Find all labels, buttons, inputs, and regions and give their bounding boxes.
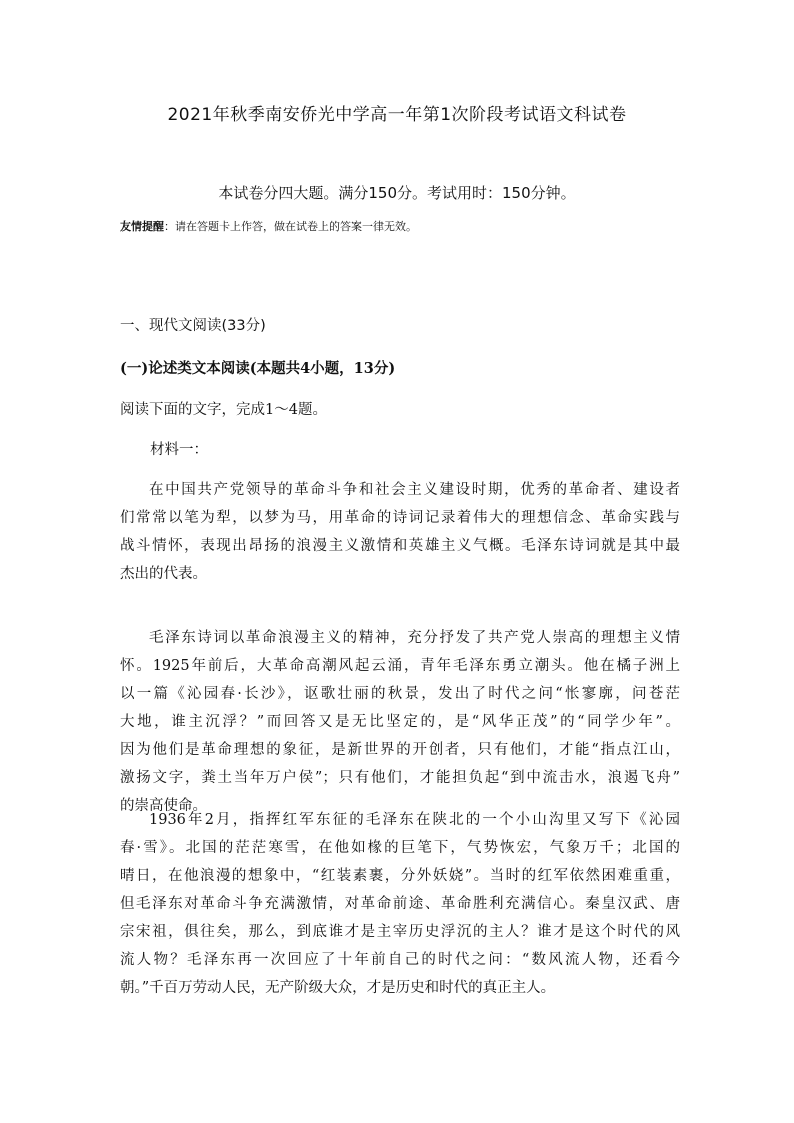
exam-info: 本试卷分四大题。满分150分。考试用时：150分钟。	[218, 184, 576, 202]
subsection-heading: (一)论述类文本阅读(本题共4小题，13分)	[120, 360, 396, 377]
paragraph-line: 在中国共产党领导的革命斗争和社会主义建设时期，优秀的革命者、建设者	[149, 482, 680, 498]
material-label: 材料一：	[150, 442, 208, 458]
section-heading: 一、现代文阅读(33分)	[120, 318, 266, 334]
notice-text: ：请在答题卡上作答，做在试卷上的答案一律无效。	[164, 220, 417, 233]
paragraph-line: 晴日，在他浪漫的想象中，“红装素裹，分外妖娆”。当时的红军依然困难重重，	[120, 868, 680, 884]
paragraph-line: 朝。”千百万劳动人民，无产阶级大众，才是历史和时代的真正主人。	[120, 980, 556, 996]
paragraph-line: 以一篇《沁园春·长沙》，讴歌壮丽的秋景，发出了时代之问“怅寥廓，问苍茫	[120, 686, 680, 702]
paragraph-line: 们常常以笔为犁，以梦为马，用革命的诗词记录着伟大的理想信念、革命实践与	[120, 510, 680, 526]
paragraph-line: 怀。1925年前后，大革命高潮风起云涌，青年毛泽东勇立潮头。他在橘子洲上	[120, 658, 680, 674]
paragraph-line: 1936年2月，指挥红军东征的毛泽东在陕北的一个小山沟里又写下《沁园	[149, 812, 680, 828]
paragraph-line: 战斗情怀，表现出昂扬的浪漫主义激情和英雄主义气概。毛泽东诗词就是其中最	[120, 538, 680, 554]
paragraph-line: 但毛泽东对革命斗争充满激情，对革命前途、革命胜利充满信心。秦皇汉武、唐	[120, 896, 680, 912]
paragraph-line: 毛泽东诗词以革命浪漫主义的精神，充分抒发了共产党人崇高的理想主义情	[149, 630, 680, 646]
paragraph-1	[120, 476, 680, 588]
paragraph-line: 因为他们是革命理想的象征，是新世界的开创者，只有他们，才能“指点江山，	[120, 742, 680, 758]
paragraph-line: 的崇高使命。	[120, 798, 207, 814]
notice-label: 友情提醒	[120, 220, 164, 233]
paragraph-line: 杰出的代表。	[120, 566, 207, 582]
paragraph-3	[120, 806, 680, 1002]
paragraph-line: 宗宋祖，俱往矣，那么，到底谁才是主宰历史浮沉的主人？谁才是这个时代的风	[120, 924, 680, 940]
paragraph-line: 大地，谁主沉浮？”而回答又是无比坚定的，是“风华正茂”的“同学少年”。	[120, 714, 680, 730]
paragraph-2	[120, 624, 680, 820]
paragraph-line: 春·雪》。北国的茫茫寒雪，在他如椽的巨笔下，气势恢宏，气象万千；北国的	[120, 840, 680, 856]
paragraph-line: 流人物？毛泽东再一次回应了十年前自己的时代之问：“数风流人物，还看今	[120, 952, 680, 968]
reading-instruction: 阅读下面的文字，完成1～4题。	[120, 402, 327, 418]
paragraph-line: 激扬文字，粪土当年万户侯”；只有他们，才能担负起“到中流击水，浪遏飞舟”	[120, 770, 680, 786]
notice	[120, 218, 417, 234]
exam-title: 2021年秋季南安侨光中学高一年第1次阶段考试语文科试卷	[167, 105, 627, 125]
